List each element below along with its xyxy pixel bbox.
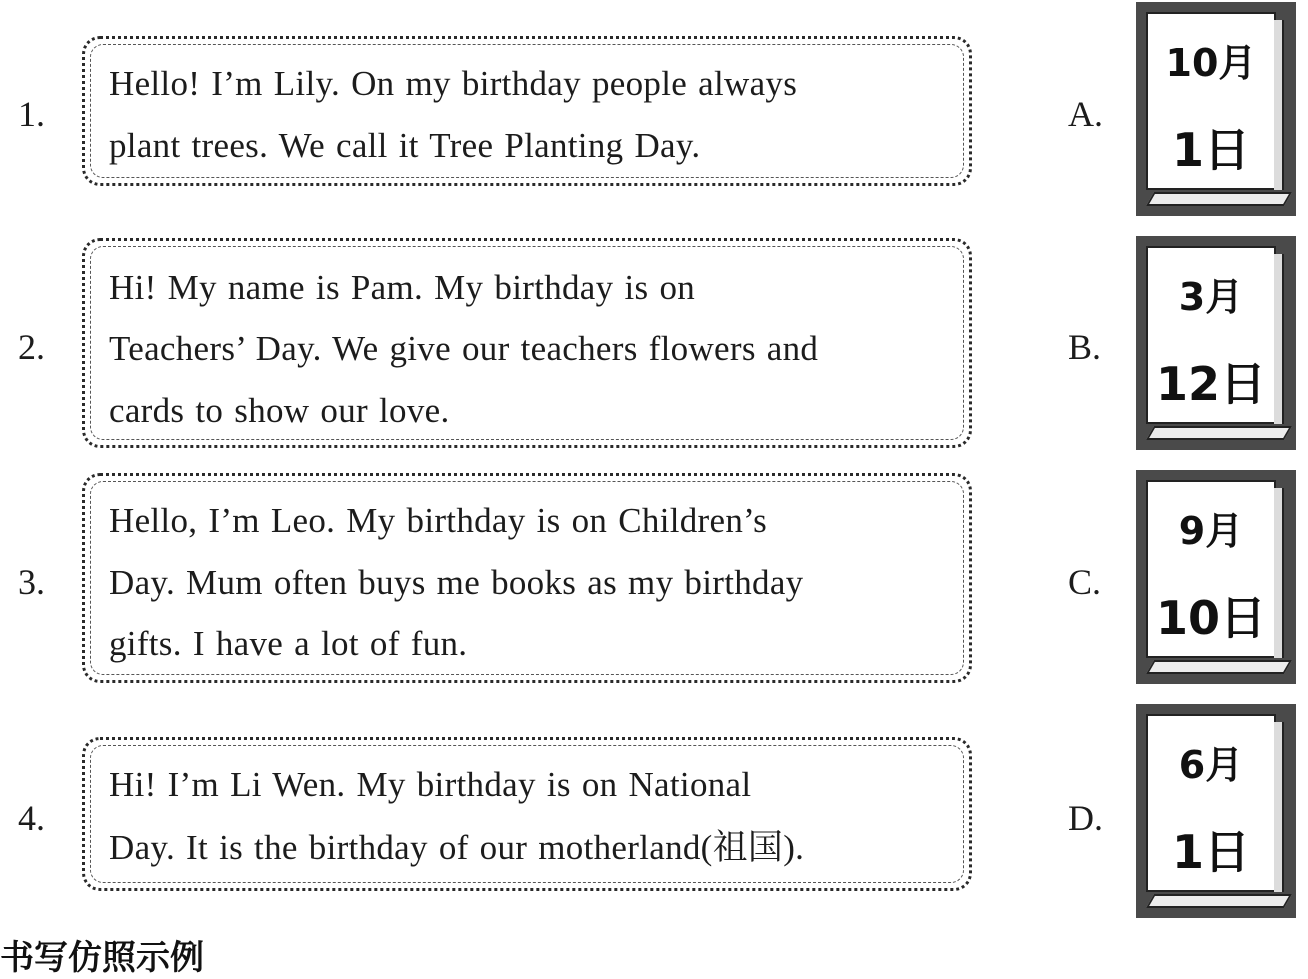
speech-line: Teachers’ Day. We give our teachers flowers and xyxy=(109,329,819,368)
calendar-month: 9月 xyxy=(1178,509,1244,553)
calendar-month: 10月 xyxy=(1165,41,1257,85)
calendar-page xyxy=(1146,480,1276,658)
calendar-icon-d xyxy=(1136,704,1296,918)
calendar-month: 6月 xyxy=(1178,743,1244,787)
speech-line: Hello, I’m Leo. My birthday is on Children’s xyxy=(109,501,768,540)
item-number-4: 4. xyxy=(18,798,45,838)
speech-line: Hi! My name is Pam. My birthday is on xyxy=(109,268,696,307)
option-label-a: A. xyxy=(1068,94,1103,134)
calendar-month: 3月 xyxy=(1178,275,1244,319)
speech-line: cards to show our love. xyxy=(109,391,450,430)
speech-line: Hi! I’m Li Wen. My birthday is on National xyxy=(109,765,752,804)
footer-partial-text: 书写仿照示例 xyxy=(0,938,204,978)
speech-box-4 xyxy=(82,737,972,891)
calendar-page xyxy=(1146,12,1276,190)
option-label-b: B. xyxy=(1068,327,1102,367)
speech-line: gifts. I have a lot of fun. xyxy=(109,624,468,663)
item-number-1: 1. xyxy=(18,94,45,134)
speech-line: plant trees. We call it Tree Planting Day. xyxy=(109,126,701,165)
calendar-day: 1日 xyxy=(1171,825,1250,879)
option-label-c: C. xyxy=(1068,562,1102,602)
item-number-2: 2. xyxy=(18,327,45,367)
cut-off-footer-text xyxy=(0,924,300,978)
speech-line: Day. It is the birthday of our motherland(祖国). xyxy=(109,828,805,867)
item-number-3: 3. xyxy=(18,562,45,602)
calendar-day: 10日 xyxy=(1155,591,1266,645)
calendar-day: 1日 xyxy=(1171,123,1250,177)
option-label-d: D. xyxy=(1068,798,1103,838)
calendar-page xyxy=(1146,714,1276,892)
speech-box-3 xyxy=(82,473,972,683)
calendar-icon-a xyxy=(1136,2,1296,216)
speech-box-2 xyxy=(82,238,972,448)
speech-box-1 xyxy=(82,36,972,186)
calendar-icon-b xyxy=(1136,236,1296,450)
calendar-icon-c xyxy=(1136,470,1296,684)
speech-line: Hello! I’m Lily. On my birthday people always xyxy=(109,64,798,103)
speech-line: Day. Mum often buys me books as my birthday xyxy=(109,563,804,602)
calendar-day: 12日 xyxy=(1155,357,1266,411)
calendar-page xyxy=(1146,246,1276,424)
